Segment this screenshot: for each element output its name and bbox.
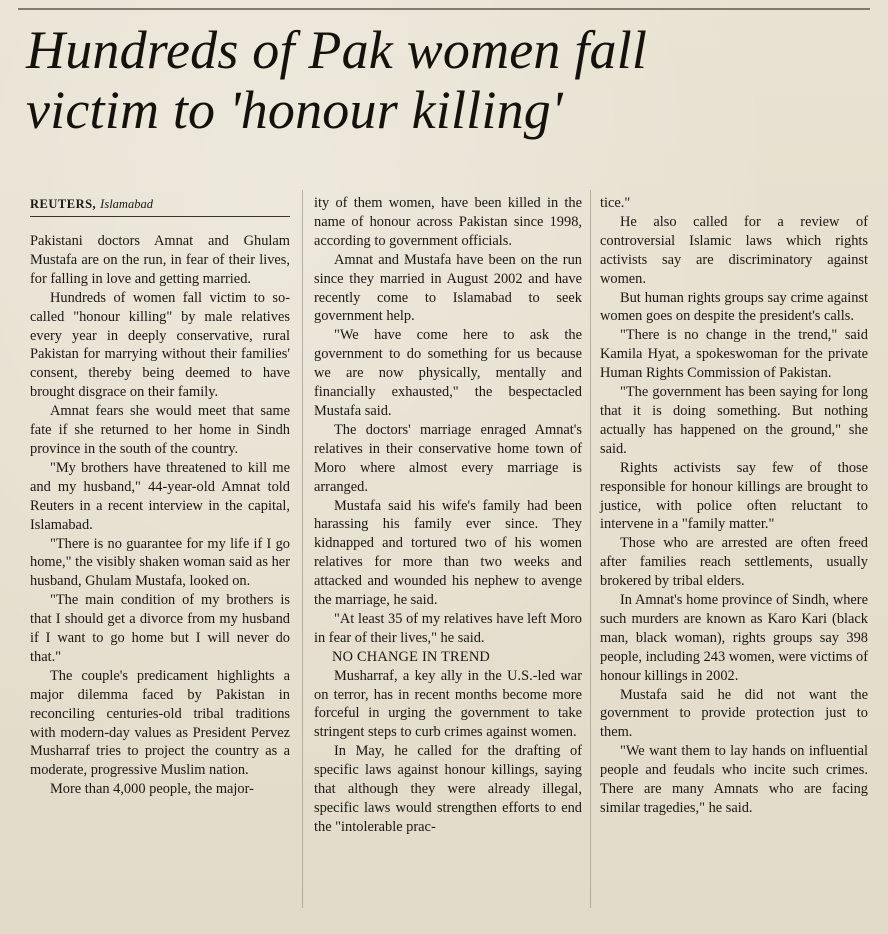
paragraph: Mustafa said he did not want the government to provide protection just to them. (600, 686, 868, 741)
paragraph: "The main condition of my brothers is that I should get a divorce from my husband if I want to go home but I will never do that." (30, 592, 290, 665)
paragraph: "There is no change in the trend," said Kamila Hyat, a spokeswoman for the private Human Rights Commission of Pakistan. (600, 327, 868, 382)
subheading: NO CHANGE IN TREND (332, 648, 491, 665)
paragraph: "At least 35 of my relatives have left Moro in fear of their lives," he said. (314, 610, 582, 646)
paragraph: ity of them women, have been killed in the name of honour across Pakistan since 1998, according to government officials. (314, 195, 582, 249)
paragraph: The doctors' marriage enraged Amnat's relatives in their conservative home town of Moro where almost every marriage is arranged. (314, 421, 582, 495)
article-column-1 (30, 232, 290, 799)
paragraph: More than 4,000 people, the major- (50, 781, 254, 798)
byline (30, 197, 153, 212)
paragraph: In May, he called for the drafting of specific laws against honour killings, saying that although they were already illegal, specific laws would strengthen efforts to end the "intolerable prac- (314, 743, 582, 835)
column-divider (590, 190, 591, 908)
paragraph: "We want them to lay hands on influential people and feudals who incite such crimes. There are many Amnats who are facing similar tragedies," he said. (600, 743, 868, 816)
paragraph: He also called for a review of controversial Islamic laws which rights activists say are discriminatory against women. (600, 213, 868, 287)
paragraph: But human rights groups say crime against women goes on despite the president's calls. (600, 289, 868, 325)
headline (26, 20, 866, 140)
byline-agency: REUTERS, (30, 197, 97, 211)
paragraph: Mustafa said his wife's family had been harassing his family ever since. They kidnapped and tortured two of his women relatives for more than two weeks and attacked and wounded his nephew to avenge the marriage, he said. (314, 497, 582, 609)
paragraph: "We have come here to ask the government to do something for us because we are now physically, mentally and financially exhausted," the bespectacled Mustafa said. (314, 327, 582, 419)
article-column-3 (600, 194, 868, 818)
paragraph: Hundreds of women fall victim to so-called "honour killing" by male relatives every year in deeply conservative, rural Pakistan for marrying without their families' consent, thereby being deemed to have brought disgrace on their family. (30, 289, 290, 401)
byline-rule (30, 216, 290, 217)
paragraph: Musharraf, a key ally in the U.S.-led war on terror, has in recent months become more forceful in urging the government to take stringent steps to curb crimes against women. (314, 667, 582, 741)
column-divider (302, 190, 303, 908)
paragraph: The couple's predicament highlights a major dilemma faced by Pakistan in reconciling centuries-old tribal traditions with modern-day values as President Pervez Musharraf tries to project the country as a moderate, progressive Muslim nation. (30, 667, 290, 779)
paragraph: "The government has been saying for long that it is doing something. But nothing actually has happened on the ground," she said. (600, 384, 868, 457)
paragraph: "My brothers have threatened to kill me and my husband," 44-year-old Amnat told Reuters in a recent interview in the capital, Islamabad. (30, 459, 290, 533)
paragraph: "There is no guarantee for my life if I go home," the visibly shaken woman said as her husband, Ghulam Mustafa, looked on. (30, 535, 290, 590)
paragraph: In Amnat's home province of Sindh, where such murders are known as Karo Kari (black man, black woman), rights groups say 398 people, including 243 women, were victims of honour killings in 2002. (600, 592, 868, 684)
paragraph: Pakistani doctors Amnat and Ghulam Mustafa are on the run, in fear of their lives, for falling in love and getting married. (30, 233, 290, 287)
paragraph: Amnat and Mustafa have been on the run since they married in August 2002 and have recently come to Islamabad to seek government help. (314, 251, 582, 325)
headline-line-1: Hundreds of Pak women fall (26, 20, 648, 80)
paragraph: Rights activists say few of those responsible for honour killings are brought to justice, with police often reluctant to intervene in a "family matter." (600, 459, 868, 533)
headline-line-2: victim to 'honour killing' (26, 80, 563, 140)
article-column-2 (314, 194, 582, 837)
paragraph: Amnat fears she would meet that same fate if she returned to her home in Sindh province in the south of the country. (30, 403, 290, 457)
top-rule (18, 8, 870, 10)
paragraph: tice." (600, 195, 631, 211)
paragraph: Those who are arrested are often freed after families reach settlements, usually brokered by tribal elders. (600, 535, 868, 590)
byline-city: Islamabad (100, 197, 153, 211)
